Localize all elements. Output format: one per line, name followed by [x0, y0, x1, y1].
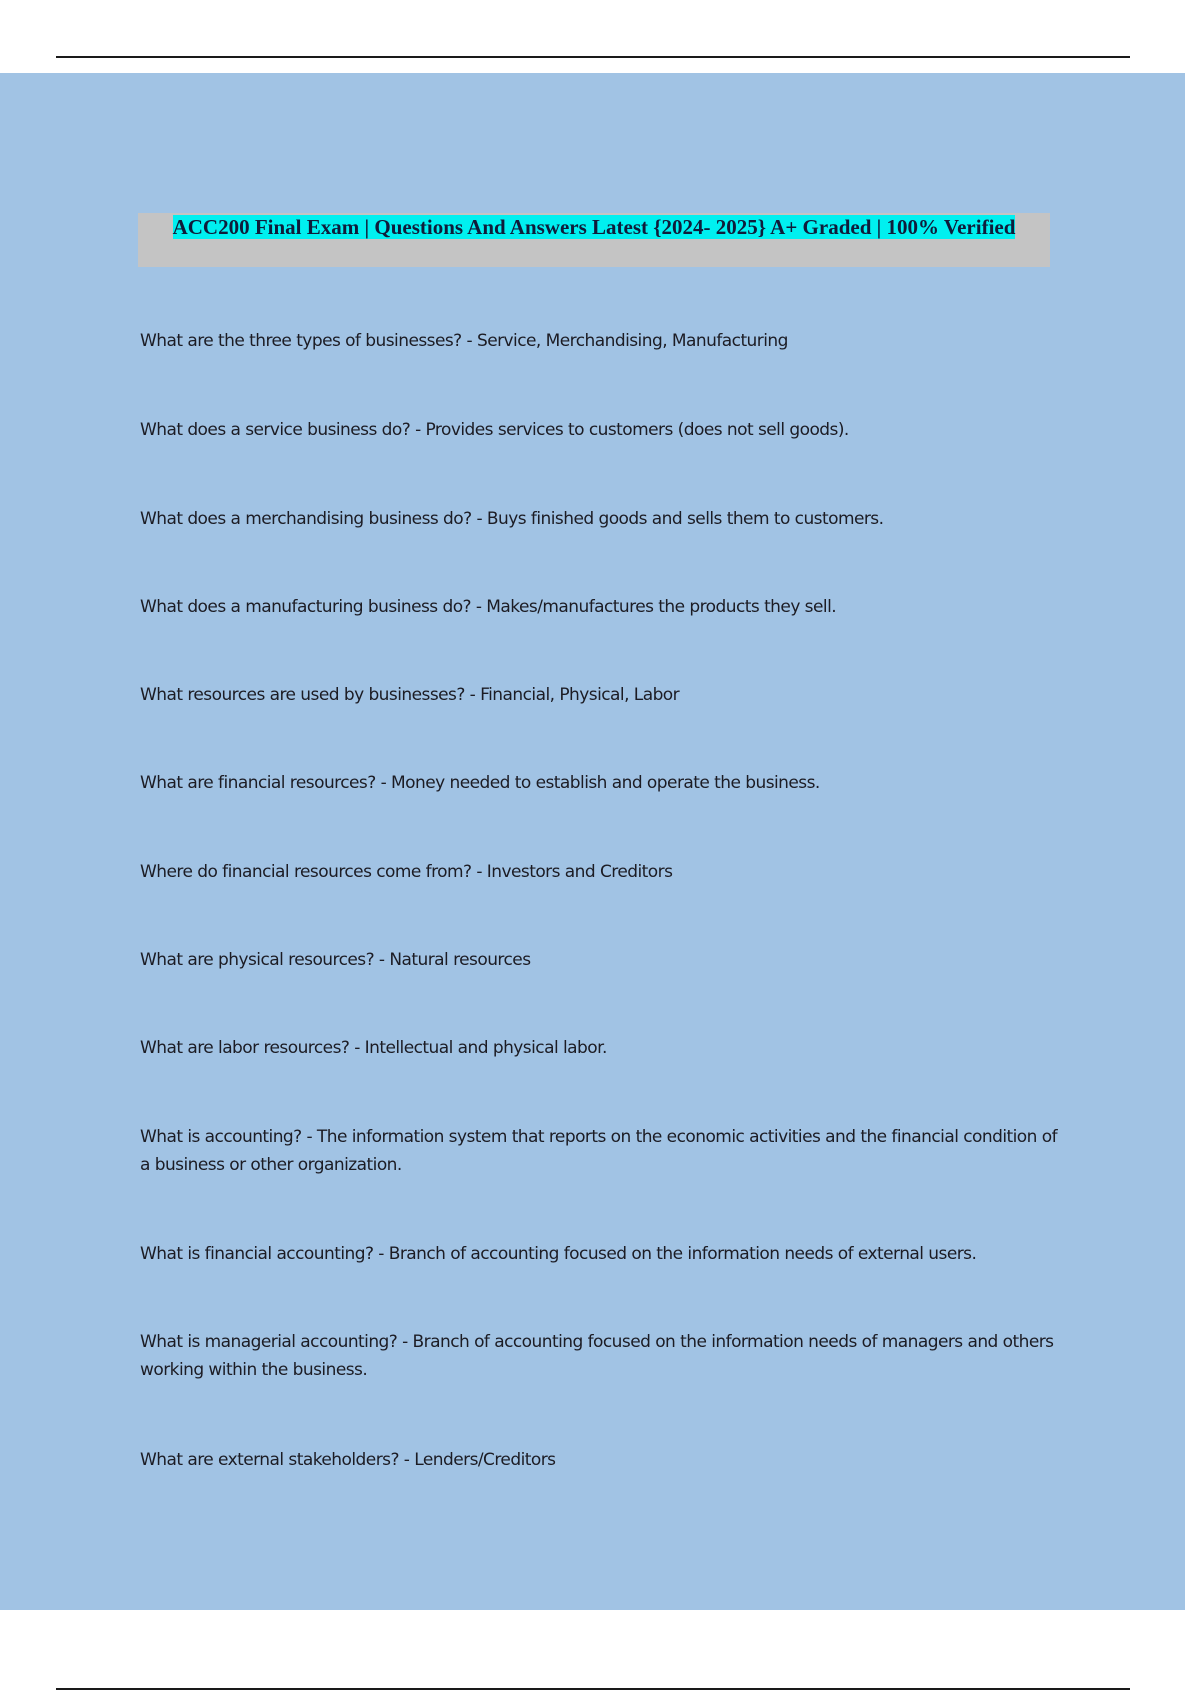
qa-item: What are external stakeholders? - Lenders/Creditors: [140, 1450, 556, 1470]
qa-item: What are the three types of businesses? - Service, Merchandising, Manufacturing: [140, 331, 788, 351]
document-title: [138, 213, 1050, 241]
document-title-box: [138, 213, 1050, 267]
qa-item: What is accounting? - The information system that reports on the economic activities and the financial condition of a business or other organization.: [140, 1127, 1058, 1175]
top-rule: [56, 56, 1130, 58]
qa-item: What resources are used by businesses? - Financial, Physical, Labor: [140, 685, 680, 705]
qa-item: What are labor resources? - Intellectual and physical labor.: [140, 1038, 607, 1058]
qa-item: Where do financial resources come from? - Investors and Creditors: [140, 862, 673, 882]
bottom-rule: [56, 1688, 1130, 1690]
qa-item: What is managerial accounting? - Branch of accounting focused on the information needs of managers and others working within the business.: [140, 1332, 1054, 1380]
qa-item: What does a merchandising business do? - Buys finished goods and sells them to customers.: [140, 509, 884, 529]
document-title-text: ACC200 Final Exam | Questions And Answers Latest {2024- 2025} A+ Graded | 100% Verified: [172, 215, 1016, 239]
qa-item: What does a manufacturing business do? - Makes/manufactures the products they sell.: [140, 597, 837, 617]
qa-item: What are financial resources? - Money needed to establish and operate the business.: [140, 773, 820, 793]
qa-item: What are physical resources? - Natural resources: [140, 950, 531, 970]
qa-item: What does a service business do? - Provides services to customers (does not sell goods).: [140, 420, 849, 440]
qa-item: What is financial accounting? - Branch of accounting focused on the information needs of external users.: [140, 1244, 977, 1264]
